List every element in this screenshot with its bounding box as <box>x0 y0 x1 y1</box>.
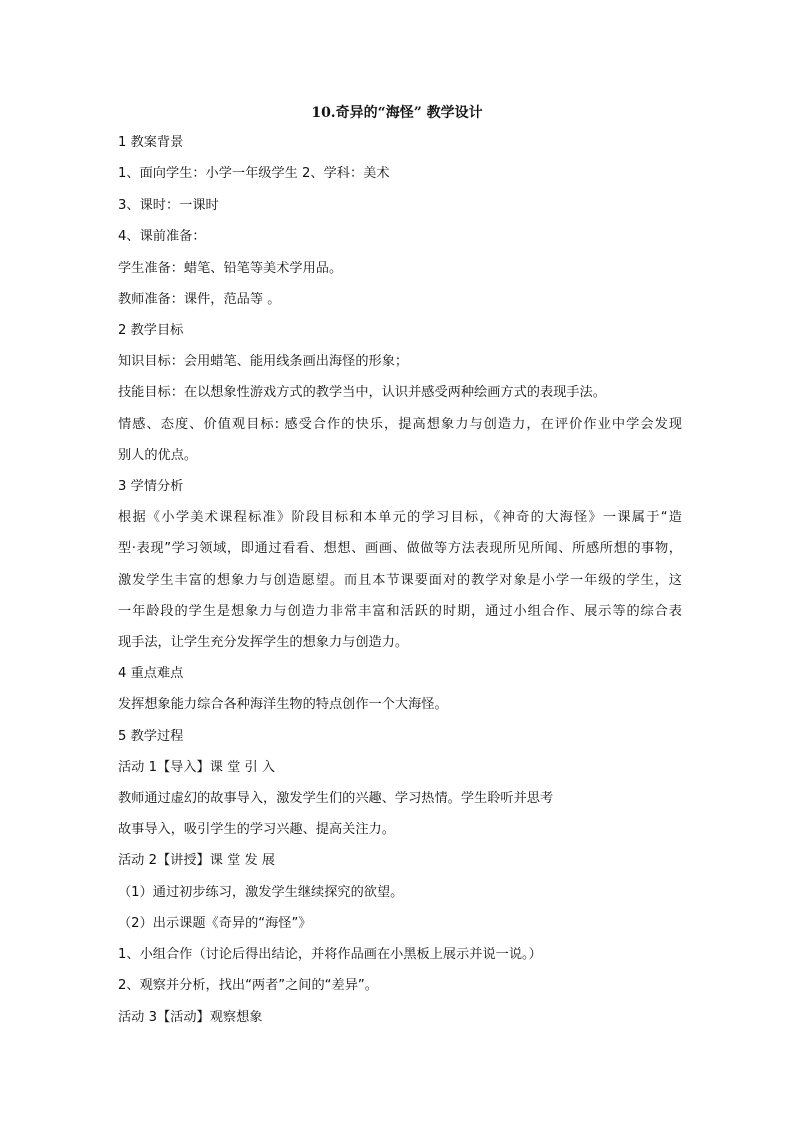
paragraph-line: 2、观察并分析，找出“两者”之间的“差异”。 <box>118 978 378 993</box>
paragraph-line: 教师通过虚幻的故事导入，激发学生们的兴趣、学习热情。学生聆听并思考 <box>118 791 554 806</box>
paragraph-line: 4、课前准备： <box>118 229 206 244</box>
paragraph-line: 3、课时：一课时 <box>118 198 219 213</box>
paragraph-line: 激发学生丰富的想象力与创造愿望。而且本节课要面对的教学对象是小学一年级的学生，这 <box>118 573 682 588</box>
paragraph-line: 发挥想象能力综合各种海洋生物的特点创作一个大海怪。 <box>118 697 448 712</box>
paragraph-line: 学生准备：蜡笔、铅笔等美术学用品。 <box>118 261 343 276</box>
paragraph-line: 教师准备：课件，范品等 。 <box>118 292 281 307</box>
paragraph-line: 别人的优点。 <box>118 448 198 463</box>
paragraph-line: 根据《小学美术课程标准》阶段目标和本单元的学习目标，《神奇的大海怪》一课属于“造 <box>118 510 682 525</box>
paragraph-line: 技能目标：在以想象性游戏方式的教学当中，认识并感受两种绘画方式的表现手法。 <box>118 385 606 400</box>
paragraph-line: （2）出示课题《奇异的“海怪”》 <box>118 916 312 931</box>
paragraph-line: 情感、态度、价值观目标: 感受合作的快乐，提高想象力与创造力，在评价作业中学会发现 <box>118 417 682 432</box>
paragraph-line: （1）通过初步练习，激发学生继续探究的欲望。 <box>118 885 404 900</box>
paragraph-line: 知识目标：会用蜡笔、能用线条画出海怪的形象； <box>118 354 409 369</box>
activity-heading: 活动 2【讲授】课 堂 发 展 <box>118 853 276 868</box>
paragraph-line: 一年龄段的学生是想象力与创造力非常丰富和活跃的时期，通过小组合作、展示等的综合表 <box>118 604 682 619</box>
section-heading-background: 1 教案背景 <box>118 135 184 150</box>
section-heading-goals: 2 教学目标 <box>118 323 184 338</box>
section-heading-analysis: 3 学情分析 <box>118 479 184 494</box>
section-heading-process: 5 教学过程 <box>118 729 184 744</box>
activity-heading: 活动 3【活动】观察想象 <box>118 1010 263 1025</box>
paragraph-line: 1、小组合作（讨论后得出结论，并将作品画在小黑板上展示并说一说。） <box>118 947 542 962</box>
paragraph-line: 故事导入，吸引学生的学习兴趣、提高关注力。 <box>118 822 395 837</box>
activity-heading: 活动 1【导入】课 堂 引 入 <box>118 760 276 775</box>
paragraph-line: 1、面向学生：小学一年级学生 2、学科：美术 <box>118 166 390 181</box>
document-title: 10.奇异的“海怪” 教学设计 <box>311 105 483 121</box>
paragraph-line: 型·表现”学习领域，即通过看看、想想、画画、做做等方法表现所见所闻、所感所想的事物， <box>118 541 682 556</box>
section-heading-key-points: 4 重点难点 <box>118 666 184 681</box>
paragraph-line: 现手法，让学生充分发挥学生的想象力与创造力。 <box>118 635 409 650</box>
